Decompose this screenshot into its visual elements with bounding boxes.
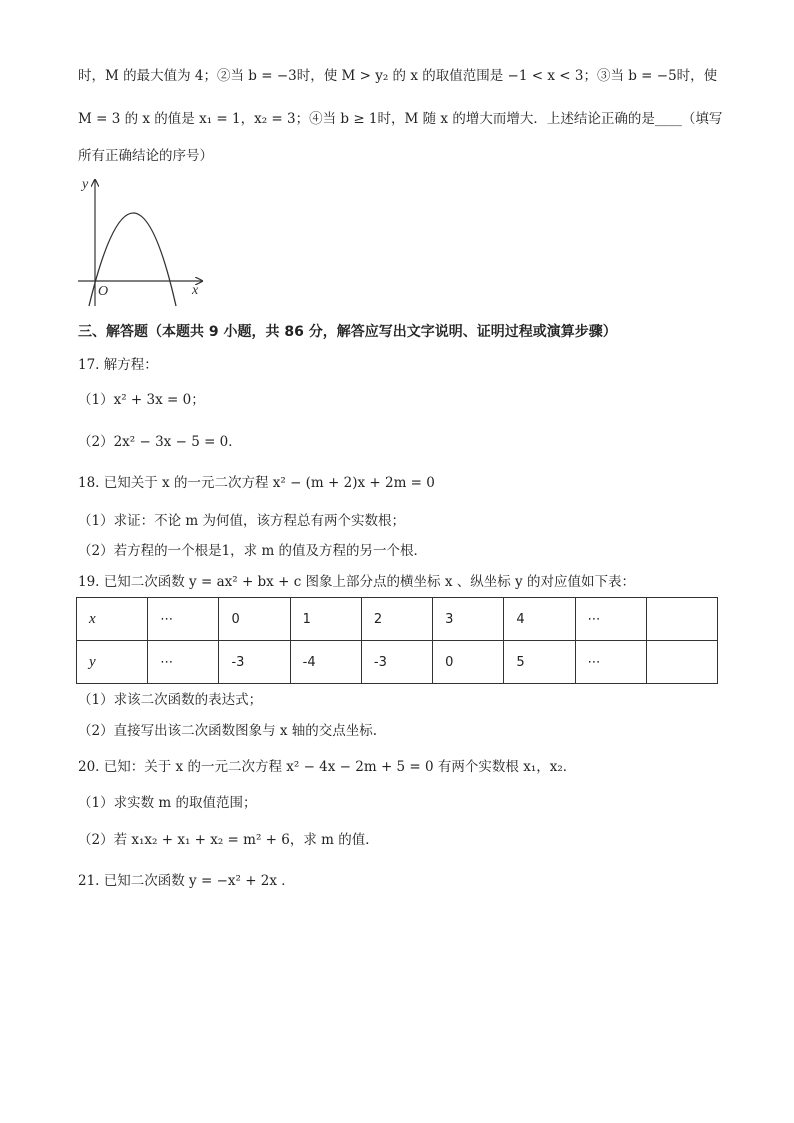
table-cell: -4 [290,641,361,684]
q20-part-1: （1）求实数 m 的取值范围； [78,795,257,811]
q21-title: 21. 已知二次函数 y = −x² + 2x ． [78,873,295,889]
table-cell: ⋯ [148,598,219,641]
table-cell [646,641,717,684]
q19-title: 19. 已知二次函数 y = ax² + bx + c 图象上部分点的横坐标 x 、纵坐标 y 的对应值如下表： [78,574,635,590]
y-axis-label: y [82,177,89,192]
q17-part-1: （1）x² + 3x = 0； [78,392,205,408]
table-cell: -3 [361,641,432,684]
q18-part-2: （2）若方程的一个根是1，求 m 的值及方程的另一个根． [78,543,428,559]
x-axis-label: x [192,283,199,298]
intro-line-2: M = 3 的 x 的值是 x₁ = 1，x₂ = 3；④当 b ≥ 1时，M 随 x 的增大而增大．上述结论正确的是____（填写 [78,111,723,127]
intro-line-1: 时，M 的最大值为 4；②当 b = −3时，使 M > y₂ 的 x 的取值范围是 −1 < x < 3；③当 b = −5时，使 [78,68,718,84]
section-3-title: 三、解答题（本题共 9 小题，共 86 分，解答应写出文字说明、证明过程或演算步骤） [78,324,617,340]
parabola-graph [74,174,214,309]
table-cell: 0 [219,598,290,641]
value-table [76,597,718,684]
table-row-y [77,641,718,684]
q19-part-1: （1）求该二次函数的表达式； [78,692,263,708]
origin-label: O [98,284,109,299]
table-cell: 1 [290,598,361,641]
q18-title: 18. 已知关于 x 的一元二次方程 x² − (m + 2)x + 2m = 0 [78,475,435,491]
table-cell: -3 [219,641,290,684]
table-cell [646,598,717,641]
table-cell: ⋯ [575,598,646,641]
intro-line-3: 所有正确结论的序号） [78,148,213,164]
q17-title: 17. 解方程： [78,357,158,373]
q19-part-2: （2）直接写出该二次函数图象与 x 轴的交点坐标. [78,723,378,739]
table-cell: y [77,641,148,684]
q18-part-1: （1）求证：不论 m 为何值，该方程总有两个实数根； [78,513,405,529]
table-cell: 5 [504,641,575,684]
table-cell: 0 [433,641,504,684]
table-cell: 3 [433,598,504,641]
q17-part-2: （2）2x² − 3x − 5 = 0． [78,434,242,450]
table-cell: ⋯ [148,641,219,684]
table-cell: ⋯ [575,641,646,684]
q20-title: 20. 已知：关于 x 的一元二次方程 x² − 4x − 2m + 5 = 0 有两个实数根 x₁，x₂． [78,759,577,775]
table-row-x [77,598,718,641]
table-cell: 4 [504,598,575,641]
table-cell: x [77,598,148,641]
q20-part-2: （2）若 x₁x₂ + x₁ + x₂ = m² + 6，求 m 的值． [78,832,379,848]
table-cell: 2 [361,598,432,641]
